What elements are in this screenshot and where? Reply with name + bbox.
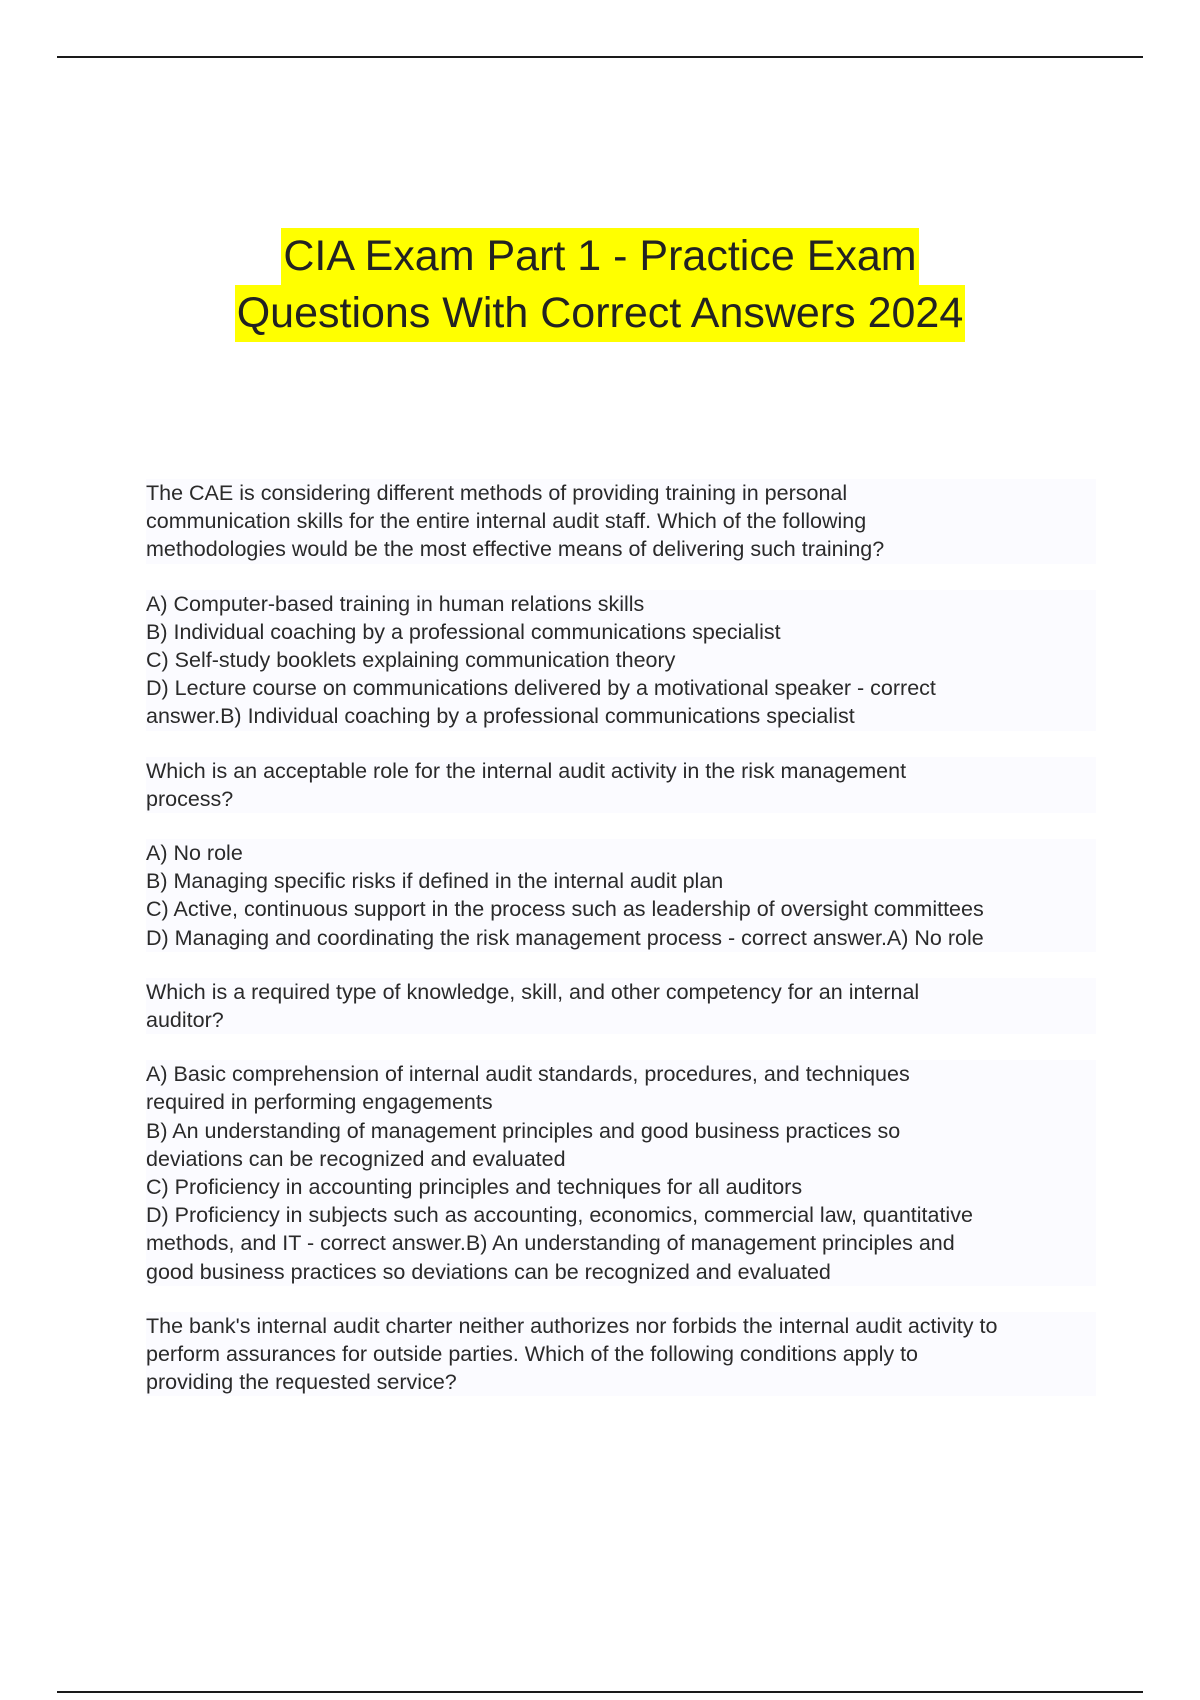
- question-1-options: A) Computer-based training in human relations skills B) Individual coaching by a professional communications specialist C) Self-study booklets explaining communication theory D) Lecture course on communications delivered by a motivational speaker - correct answer.B) Individual coaching by a professional communications specialist: [146, 590, 1096, 731]
- title-line-2: Questions With Correct Answers 2024: [235, 285, 966, 342]
- document-body: [146, 479, 1096, 1422]
- top-rule: [57, 56, 1143, 58]
- question-1-text: The CAE is considering different methods of providing training in personal communication skills for the entire internal audit staff. Which of the following methodologies would be the most effective means of delivering such training?: [146, 479, 1096, 564]
- question-2-text: Which is an acceptable role for the internal audit activity in the risk management process?: [146, 757, 1096, 813]
- question-3-options: A) Basic comprehension of internal audit standards, procedures, and techniques required in performing engagements B) An understanding of management principles and good business practices so deviations can be recognized and evaluated C) Proficiency in accounting principles and techniques for all auditors D) Proficiency in subjects such as accounting, economics, commercial law, quantitative methods, and IT - correct answer.B) An understanding of management principles and good business practices so deviations can be recognized and evaluated: [146, 1060, 1096, 1286]
- title-line-1: CIA Exam Part 1 - Practice Exam: [281, 228, 918, 285]
- question-2-options: A) No role B) Managing specific risks if defined in the internal audit plan C) Active, continuous support in the process such as leadership of oversight committees D) Managing and coordinating the risk management process - correct answer.A) No role: [146, 839, 1096, 952]
- question-4-text: The bank's internal audit charter neither authorizes nor forbids the internal audit activity to perform assurances for outside parties. Which of the following conditions apply to providing the requested service?: [146, 1312, 1096, 1397]
- bottom-rule: [57, 1691, 1143, 1693]
- document-title: [0, 228, 1200, 342]
- question-3-text: Which is a required type of knowledge, skill, and other competency for an internal auditor?: [146, 978, 1096, 1034]
